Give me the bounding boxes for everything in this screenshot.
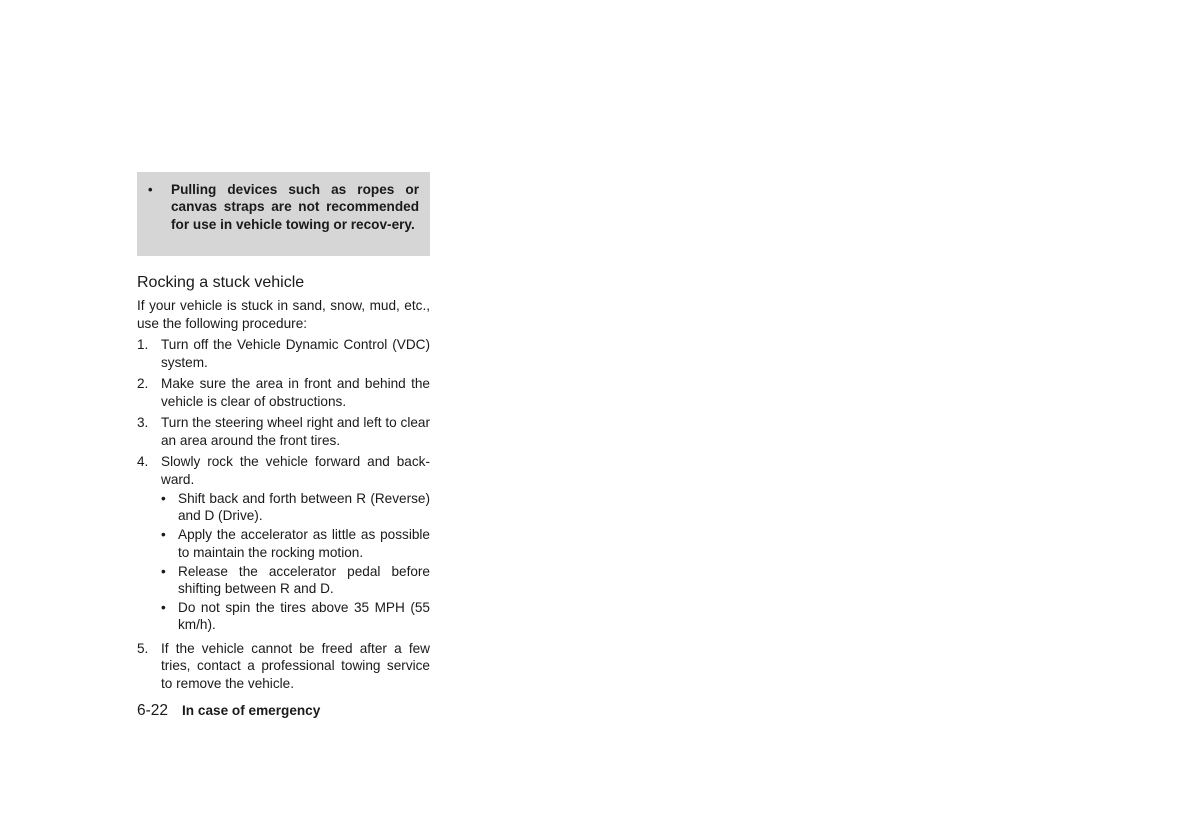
step-text: If the vehicle cannot be freed after a few tries, contact a professional towing service to remove the vehicle. bbox=[161, 640, 430, 691]
step-item bbox=[137, 640, 430, 693]
step-item bbox=[137, 375, 430, 410]
bullet-icon: • bbox=[161, 563, 166, 579]
warning-box bbox=[137, 172, 430, 256]
chapter-title: In case of emergency bbox=[182, 703, 321, 718]
sub-step-item bbox=[161, 526, 430, 560]
step-number: 4. bbox=[137, 454, 149, 469]
sub-step-text: Apply the accelerator as little as possible to maintain the rocking motion. bbox=[178, 527, 430, 560]
step-text: Make sure the area in front and behind the vehicle is clear of obstructions. bbox=[161, 376, 430, 409]
sub-step-text: Release the accelerator pedal before shifting between R and D. bbox=[178, 563, 430, 597]
step-body bbox=[161, 453, 430, 636]
step-item bbox=[137, 336, 430, 371]
step-item bbox=[137, 453, 430, 636]
warning-text: Pulling devices such as ropes or canvas straps are not recommended for use in vehicle towing or recov-ery. bbox=[171, 182, 419, 232]
step-number: 3. bbox=[137, 415, 149, 430]
step-number: 2. bbox=[137, 376, 149, 391]
bullet-icon: • bbox=[161, 491, 166, 506]
section-heading: Rocking a stuck vehicle bbox=[137, 274, 305, 291]
sub-step-item bbox=[161, 599, 430, 633]
sub-step-item bbox=[161, 563, 430, 597]
sub-step-text: Shift back and forth between R (Reverse) and D (Drive). bbox=[178, 491, 430, 524]
sub-steps bbox=[161, 490, 430, 634]
step-number: 5. bbox=[137, 640, 149, 656]
step-text: Turn off the Vehicle Dynamic Control (VDC) system. bbox=[161, 337, 430, 370]
step-text: Turn the steering wheel right and left to clear an area around the front tires. bbox=[161, 415, 430, 448]
step-item bbox=[137, 414, 430, 449]
bullet-icon: • bbox=[148, 182, 153, 197]
page-number: 6-22 bbox=[137, 702, 169, 719]
page-footer bbox=[137, 702, 320, 720]
intro-paragraph: If your vehicle is stuck in sand, snow, mud, etc., use the following procedure: bbox=[137, 298, 430, 331]
step-number: 1. bbox=[137, 337, 149, 352]
warning-item bbox=[148, 181, 419, 233]
bullet-icon: • bbox=[161, 527, 166, 543]
sub-step-item bbox=[161, 490, 430, 524]
bullet-icon: • bbox=[161, 600, 166, 616]
step-text: Slowly rock the vehicle forward and back-ward. bbox=[161, 454, 430, 487]
text-column bbox=[137, 172, 430, 696]
procedure-steps bbox=[137, 336, 430, 692]
sub-step-text: Do not spin the tires above 35 MPH (55 km/h). bbox=[178, 600, 430, 633]
